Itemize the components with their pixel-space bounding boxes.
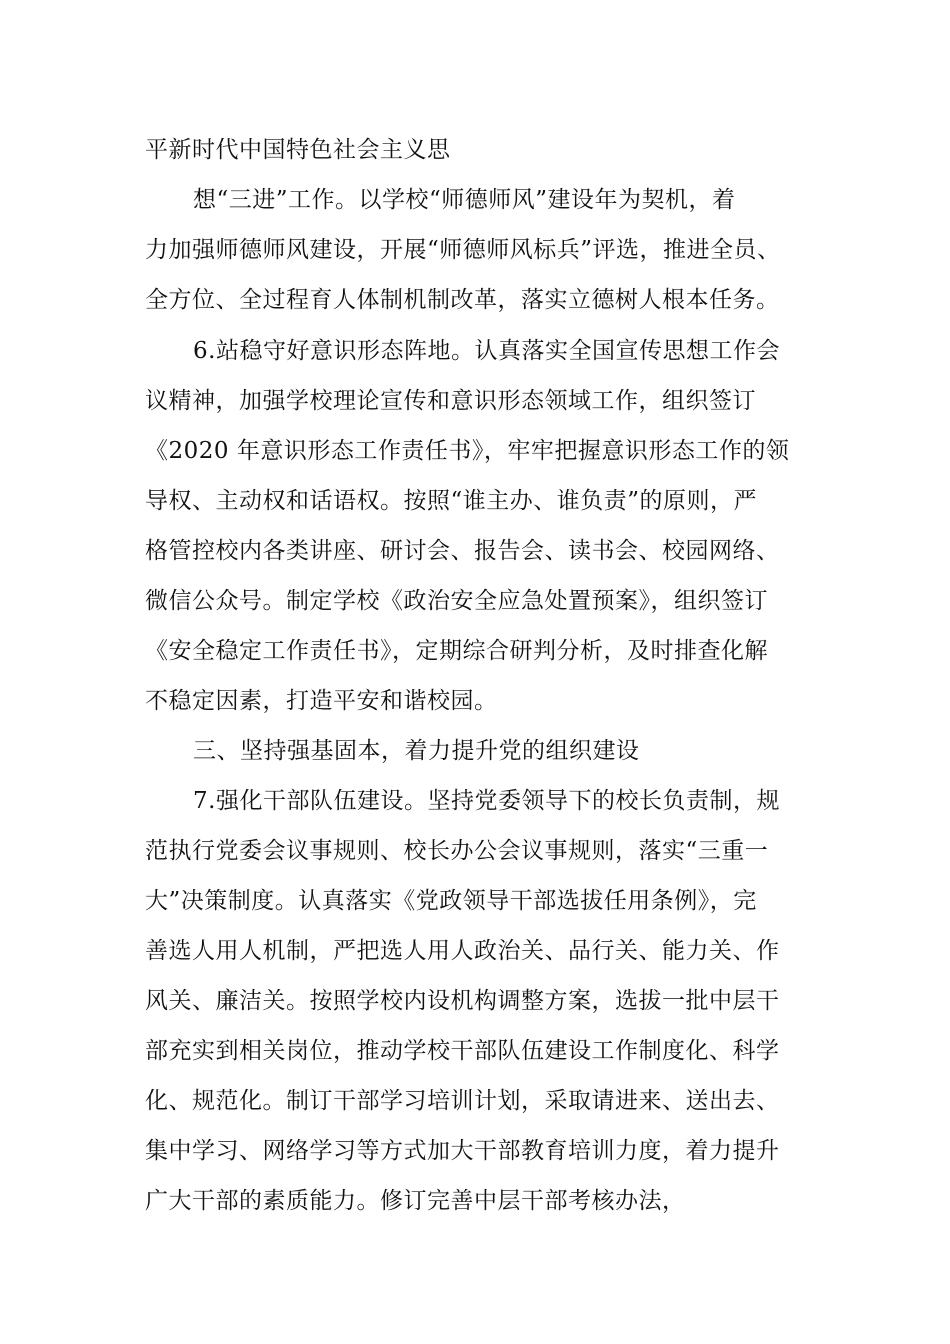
text-line: 力加强师德师风建设，开展“师德师风标兵”评选，推进全员、 [145, 237, 781, 263]
text-line: 6.站稳守好意识形态阵地。认真落实全国宣传思想工作会 [193, 338, 780, 364]
text-line: 《2020 年意识形态工作责任书》，牢牢把握意识形态工作的领 [145, 438, 790, 464]
text-line: 《安全稳定工作责任书》，定期综合研判分析，及时排查化解 [145, 638, 768, 664]
text-line: 平新时代中国特色社会主义思 [145, 137, 451, 163]
text-line: 广大干部的素质能力。修订完善中层干部考核办法， [145, 1188, 686, 1214]
text-line: 不稳定因素，打造平安和谐校园。 [145, 688, 498, 714]
text-line: 范执行党委会议事规则、校长办公会议事规则，落实“三重一 [145, 838, 769, 864]
text-line: 7.强化干部队伍建设。坚持党委领导下的校长负责制，规 [193, 788, 780, 814]
text-line: 议精神，加强学校理论宣传和意识形态领域工作，组织签订 [145, 388, 756, 414]
section-heading: 三、坚持强基固本，着力提升党的组织建设 [193, 738, 640, 764]
text-line: 化、规范化。制订干部学习培训计划，采取请进来、送出去、 [145, 1088, 780, 1114]
text-line: 善选人用人机制，严把选人用人政治关、品行关、能力关、作 [145, 938, 780, 964]
text-line: 全方位、全过程育人体制机制改革，落实立德树人根本任务。 [145, 287, 780, 313]
text-line: 集中学习、网络学习等方式加大干部教育培训力度，着力提升 [145, 1138, 780, 1164]
text-line: 微信公众号。制定学校《政治安全应急处置预案》，组织签订 [145, 588, 768, 614]
text-line: 风关、廉洁关。按照学校内设机构调整方案，选拔一批中层干 [145, 988, 780, 1014]
text-line: 想“三进”工作。以学校“师德师风”建设年为契机，着 [193, 187, 736, 213]
text-line: 格管控校内各类讲座、研讨会、报告会、读书会、校园网络、 [145, 538, 780, 564]
text-line: 导权、主动权和话语权。按照“谁主办、谁负责”的原则，严 [145, 488, 758, 514]
text-line: 部充实到相关岗位，推动学校干部队伍建设工作制度化、科学 [145, 1038, 780, 1064]
text-line: 大”决策制度。认真落实《党政领导干部选拔任用条例》，完 [145, 888, 757, 914]
